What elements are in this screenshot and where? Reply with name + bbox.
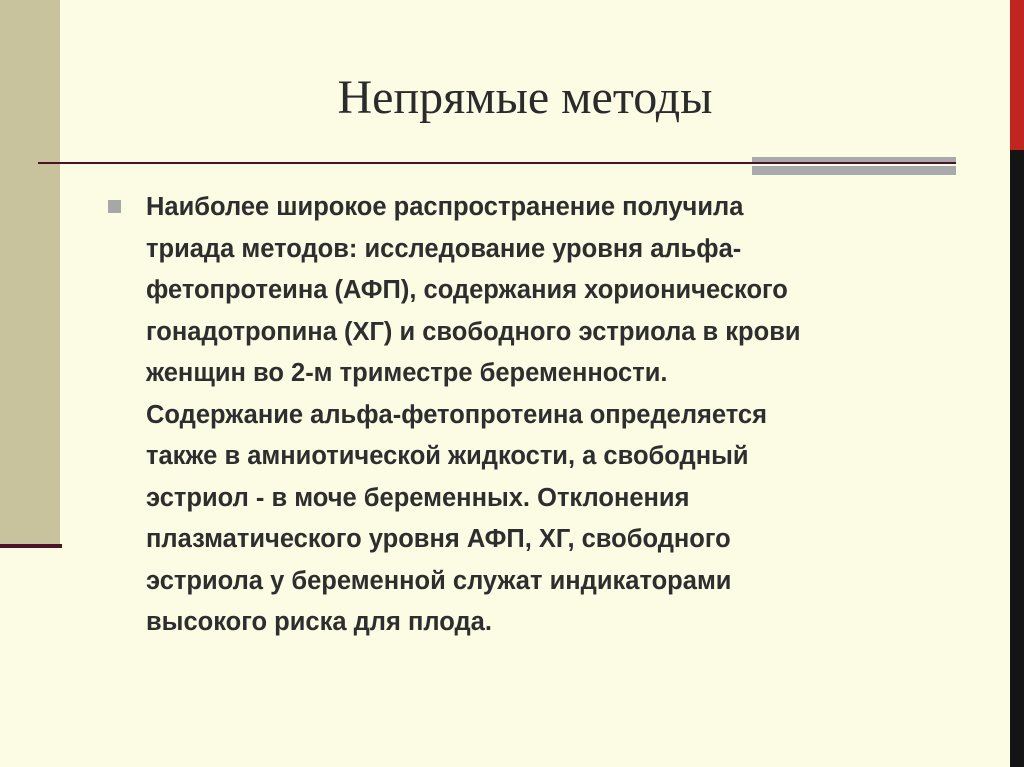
bullet-text-line: эстриол - в моче беременных. Отклонения xyxy=(146,483,690,512)
bullet-text-line: триада методов: исследование уровня альфа- xyxy=(146,234,742,263)
right-edge-dark-bar xyxy=(1010,150,1024,767)
bullet-text-line: женщин во 2-м триместре беременности. xyxy=(146,359,668,387)
square-bullet-icon xyxy=(108,200,121,213)
title-accent-bar-lower xyxy=(752,166,956,175)
bullet-text-line: фетопротеина (АФП), содержания хорионического xyxy=(146,276,788,304)
slide-title: Непрямые методы xyxy=(337,71,713,124)
bullet-text-line: эстриола у беременной служат индикаторами xyxy=(146,566,732,595)
bullet-text-line: Наиболее широкое распространение получила xyxy=(146,193,744,221)
bullet-text-line: гонадотропина (ХГ) и свободного эстриола в крови xyxy=(146,317,801,346)
bullet-text-line: высокого риска для плода. xyxy=(146,608,492,636)
bullet-text-line: Содержание альфа-фетопротеина определяется xyxy=(146,400,767,429)
right-edge-red-bar xyxy=(1010,0,1024,150)
bullet-text xyxy=(146,187,946,644)
bullet-text-line: плазматического уровня АФП, ХГ, свободного xyxy=(146,525,731,553)
bullet-text-line: также в амниотической жидкости, а свободный xyxy=(146,442,749,470)
title-divider xyxy=(38,162,956,164)
title-accent-bar xyxy=(752,157,956,162)
left-bar-underline xyxy=(0,544,62,548)
